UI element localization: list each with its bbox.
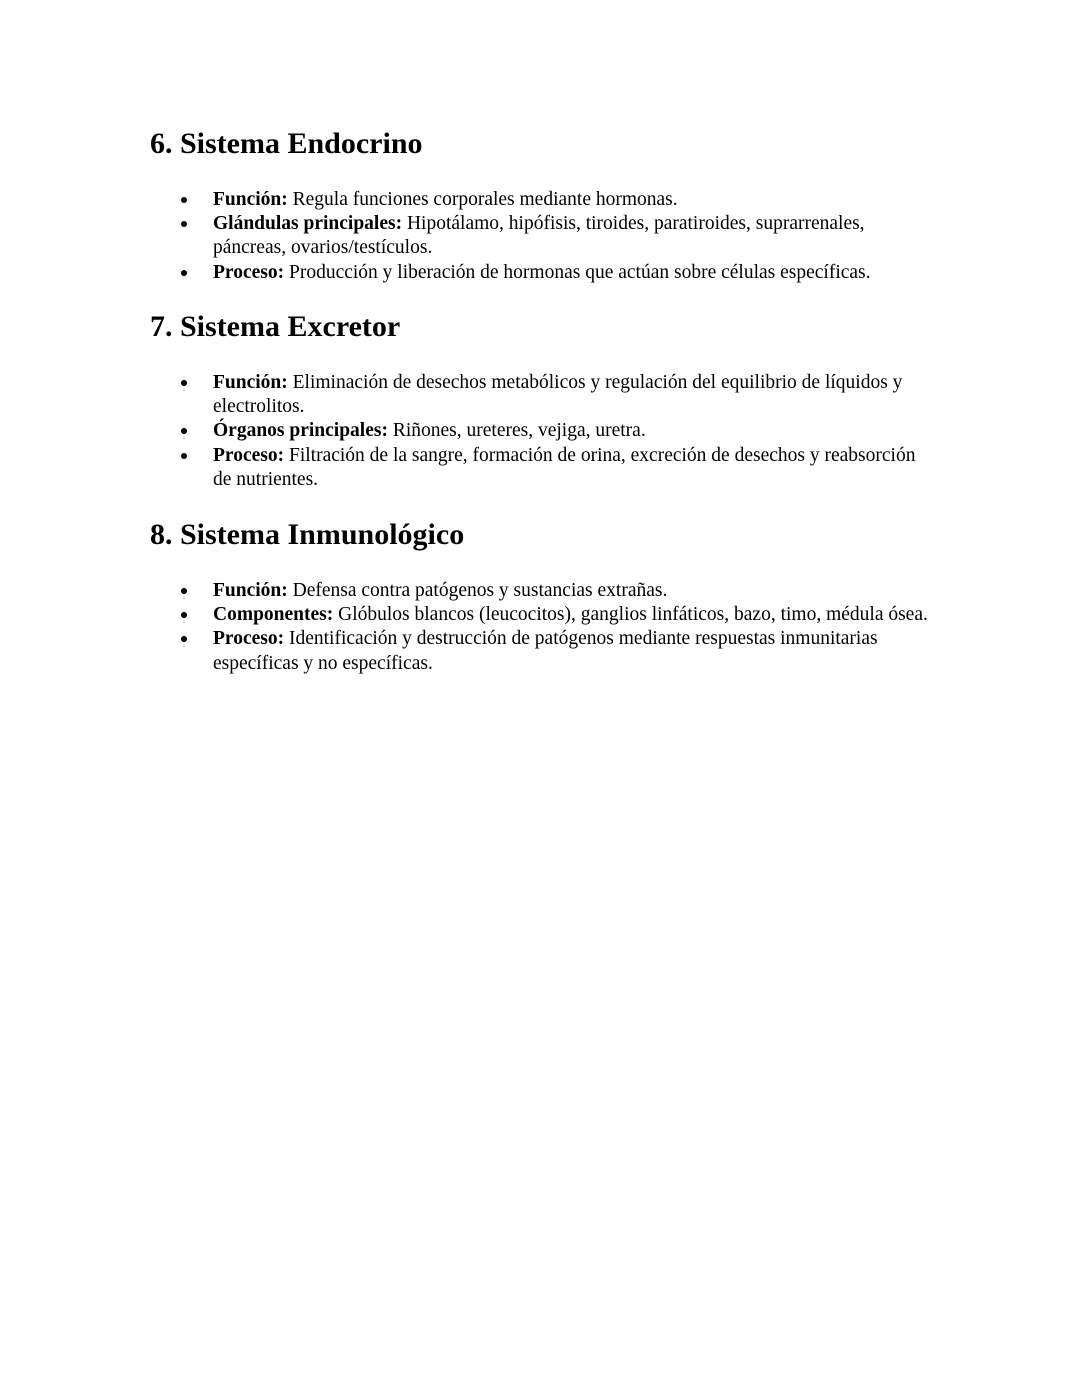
bullet-icon <box>181 270 187 276</box>
item-label: Glándulas principales: <box>213 213 407 235</box>
item-label: Función: <box>213 372 293 393</box>
bullet-list <box>150 188 950 285</box>
section-sistema-inmunologico <box>150 517 950 676</box>
bullet-icon <box>181 197 187 203</box>
item-label: Proceso: <box>213 444 289 466</box>
item-text: Producción y liberación de hormonas que actúan sobre células específicas. <box>288 261 871 283</box>
section-title: 7. Sistema Excretor <box>150 310 401 343</box>
item-label: Proceso: <box>213 261 289 283</box>
list-item <box>150 579 933 603</box>
item-text: Defensa contra patógenos y sustancias extrañas. <box>292 580 668 601</box>
bullet-list <box>150 579 950 676</box>
list-item <box>150 371 933 419</box>
bullet-list <box>150 371 950 492</box>
item-label: Proceso: <box>213 628 289 650</box>
list-item <box>150 188 933 212</box>
item-text: Eliminación de desechos metabólicos y regulación del equilibrio de líquidos y electrolitos. <box>213 372 903 418</box>
section-title: 6. Sistema Endocrino <box>150 127 423 160</box>
list-item <box>150 212 933 260</box>
item-label: Función: <box>213 580 293 601</box>
bullet-icon <box>181 221 187 227</box>
bullet-icon <box>181 453 187 459</box>
section-sistema-endocrino <box>150 126 950 285</box>
bullet-icon <box>181 428 187 434</box>
list-item <box>150 419 933 443</box>
list-item <box>150 603 933 627</box>
bullet-icon <box>181 612 187 618</box>
list-item <box>150 444 933 492</box>
item-label: Función: <box>213 189 293 210</box>
item-text: Hipotálamo, hipófisis, tiroides, paratiroides, suprarrenales, páncreas, ovarios/testículos. <box>213 213 865 259</box>
item-label: Órganos principales: <box>213 420 393 442</box>
bullet-icon <box>181 588 187 594</box>
item-text: Regula funciones corporales mediante hormonas. <box>292 189 678 210</box>
section-title: 8. Sistema Inmunológico <box>150 518 465 551</box>
list-item <box>150 627 933 675</box>
item-label: Componentes: <box>213 604 339 626</box>
list-item <box>150 261 933 285</box>
section-sistema-excretor <box>150 309 950 492</box>
item-text: Glóbulos blancos (leucocitos), ganglios linfáticos, bazo, timo, médula ósea. <box>338 604 928 626</box>
item-text: Identificación y destrucción de patógenos mediante respuestas inmunitarias específicas y no específicas. <box>213 628 878 674</box>
item-text: Filtración de la sangre, formación de orina, excreción de desechos y reabsorción de nutrientes. <box>213 444 916 490</box>
item-text: Riñones, ureteres, vejiga, uretra. <box>392 420 646 442</box>
bullet-icon <box>181 380 187 386</box>
bullet-icon <box>181 636 187 642</box>
